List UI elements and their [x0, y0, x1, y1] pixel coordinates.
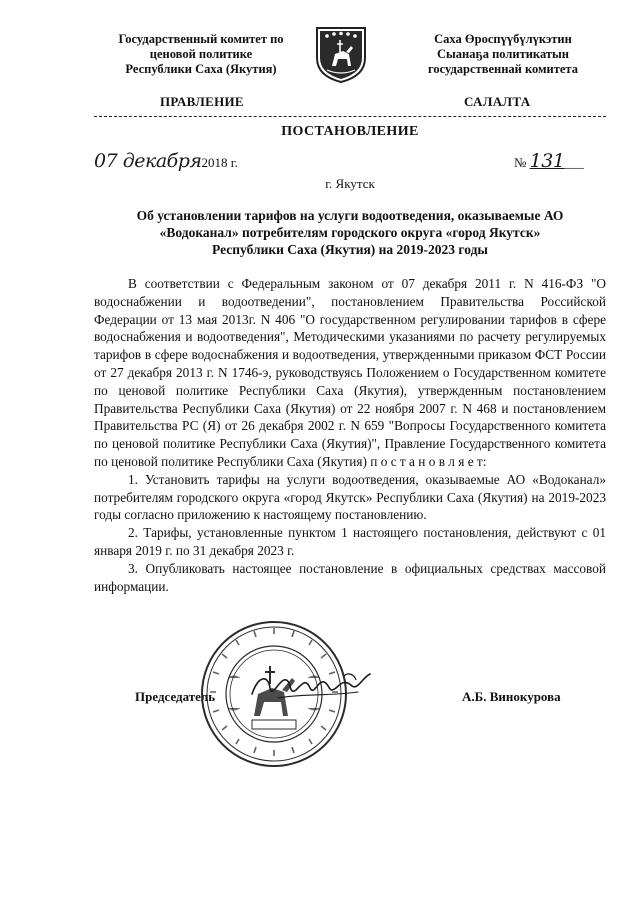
document-body: [94, 275, 606, 595]
header-right-line-3: государственнай комитета: [428, 62, 578, 76]
document-number: № 131___: [514, 150, 584, 172]
header-left-line-2: ценовой политике: [149, 47, 253, 61]
title-line-1: Об установлении тарифов на услуги водоотведения, оказываемые АО: [136, 208, 564, 223]
body-item-3: 3. Опубликовать настоящее постановление в официальных средствах массовой информации.: [94, 560, 606, 594]
date-handwritten: 07 декабря: [94, 150, 202, 172]
title-line-2: «Водоканал» потребителям городского округа «город Якутск»: [159, 225, 541, 240]
dept-right: САЛАЛТА: [464, 94, 531, 109]
body-item-1: 1. Установить тарифы на услуги водоотведения, оказываемые АО «Водоканал» потребителям городского округа «город Якутск» Республики Саха (Якутия) на 2019-2023 годы согласно приложению к настоящему постановлению.: [94, 471, 606, 523]
header-divider: [94, 116, 606, 117]
handwritten-signature-icon: [248, 668, 376, 706]
header-left-line-3: Республики Саха (Якутия): [125, 62, 277, 76]
signature-label: Председатель: [135, 689, 216, 704]
number-handwritten: 131: [529, 150, 565, 172]
title-line-3: Республики Саха (Якутия) на 2019-2023 годы: [212, 242, 488, 257]
document-type: ПОСТАНОВЛЕНИЕ: [281, 124, 419, 139]
header-left-line-1: Государственный комитет по: [118, 32, 284, 46]
document-city: г. Якутск: [325, 176, 375, 191]
body-item-2: 2. Тарифы, установленные пунктом 1 настоящего постановления, действуют с 01 января 2019 г. по 31 декабря 2023 г.: [94, 525, 606, 558]
signatory-name: А.Б. Винокурова: [462, 689, 561, 704]
header-left-org: [96, 32, 306, 77]
date-year: 2018 г.: [201, 155, 238, 170]
yakutia-emblem-icon: [313, 22, 369, 84]
document-title: [94, 207, 606, 258]
dept-left: ПРАВЛЕНИЕ: [160, 94, 244, 109]
body-preamble: В соответствии с Федеральным законом от 07 декабря 2011 г. N 416-ФЗ "О водоснабжении и водоотведении", постановлением Правительства Российской Федерации от 13 мая 2013г. N 406 "О государственном регулировании тарифов в сфере водоснабжения и водоотведения", Методическими указаниями по расчету регулируемых тарифов в сфере водоснабжения и водоотведения, утвержденными приказом ФСТ России от 27 декабря 2013 г. N 1746-э, руководствуясь Положением о Государственном комитете по ценовой политике Республики Саха (Якутия), утвержденным постановлением Правительства Республики Саха (Якутия) от 22 ноября 2007 г. N 468 и постановлением Правительства РС (Я) от 26 декабря 2002 г. N 659 "Вопросы Государственного комитета по ценовой политике Республики Саха (Якутия)", Правление Государственного комитета по ценовой политике Республики Саха (Якутия) п о с т а н о в л я е т:: [94, 276, 606, 469]
header-right-line-2: Сыанаҕа политикатын: [437, 47, 569, 61]
header-right-line-1: Саха Өроспүүбүлүкэтин: [434, 32, 572, 46]
header-right-org: [388, 32, 618, 77]
number-prefix: №: [514, 155, 527, 170]
